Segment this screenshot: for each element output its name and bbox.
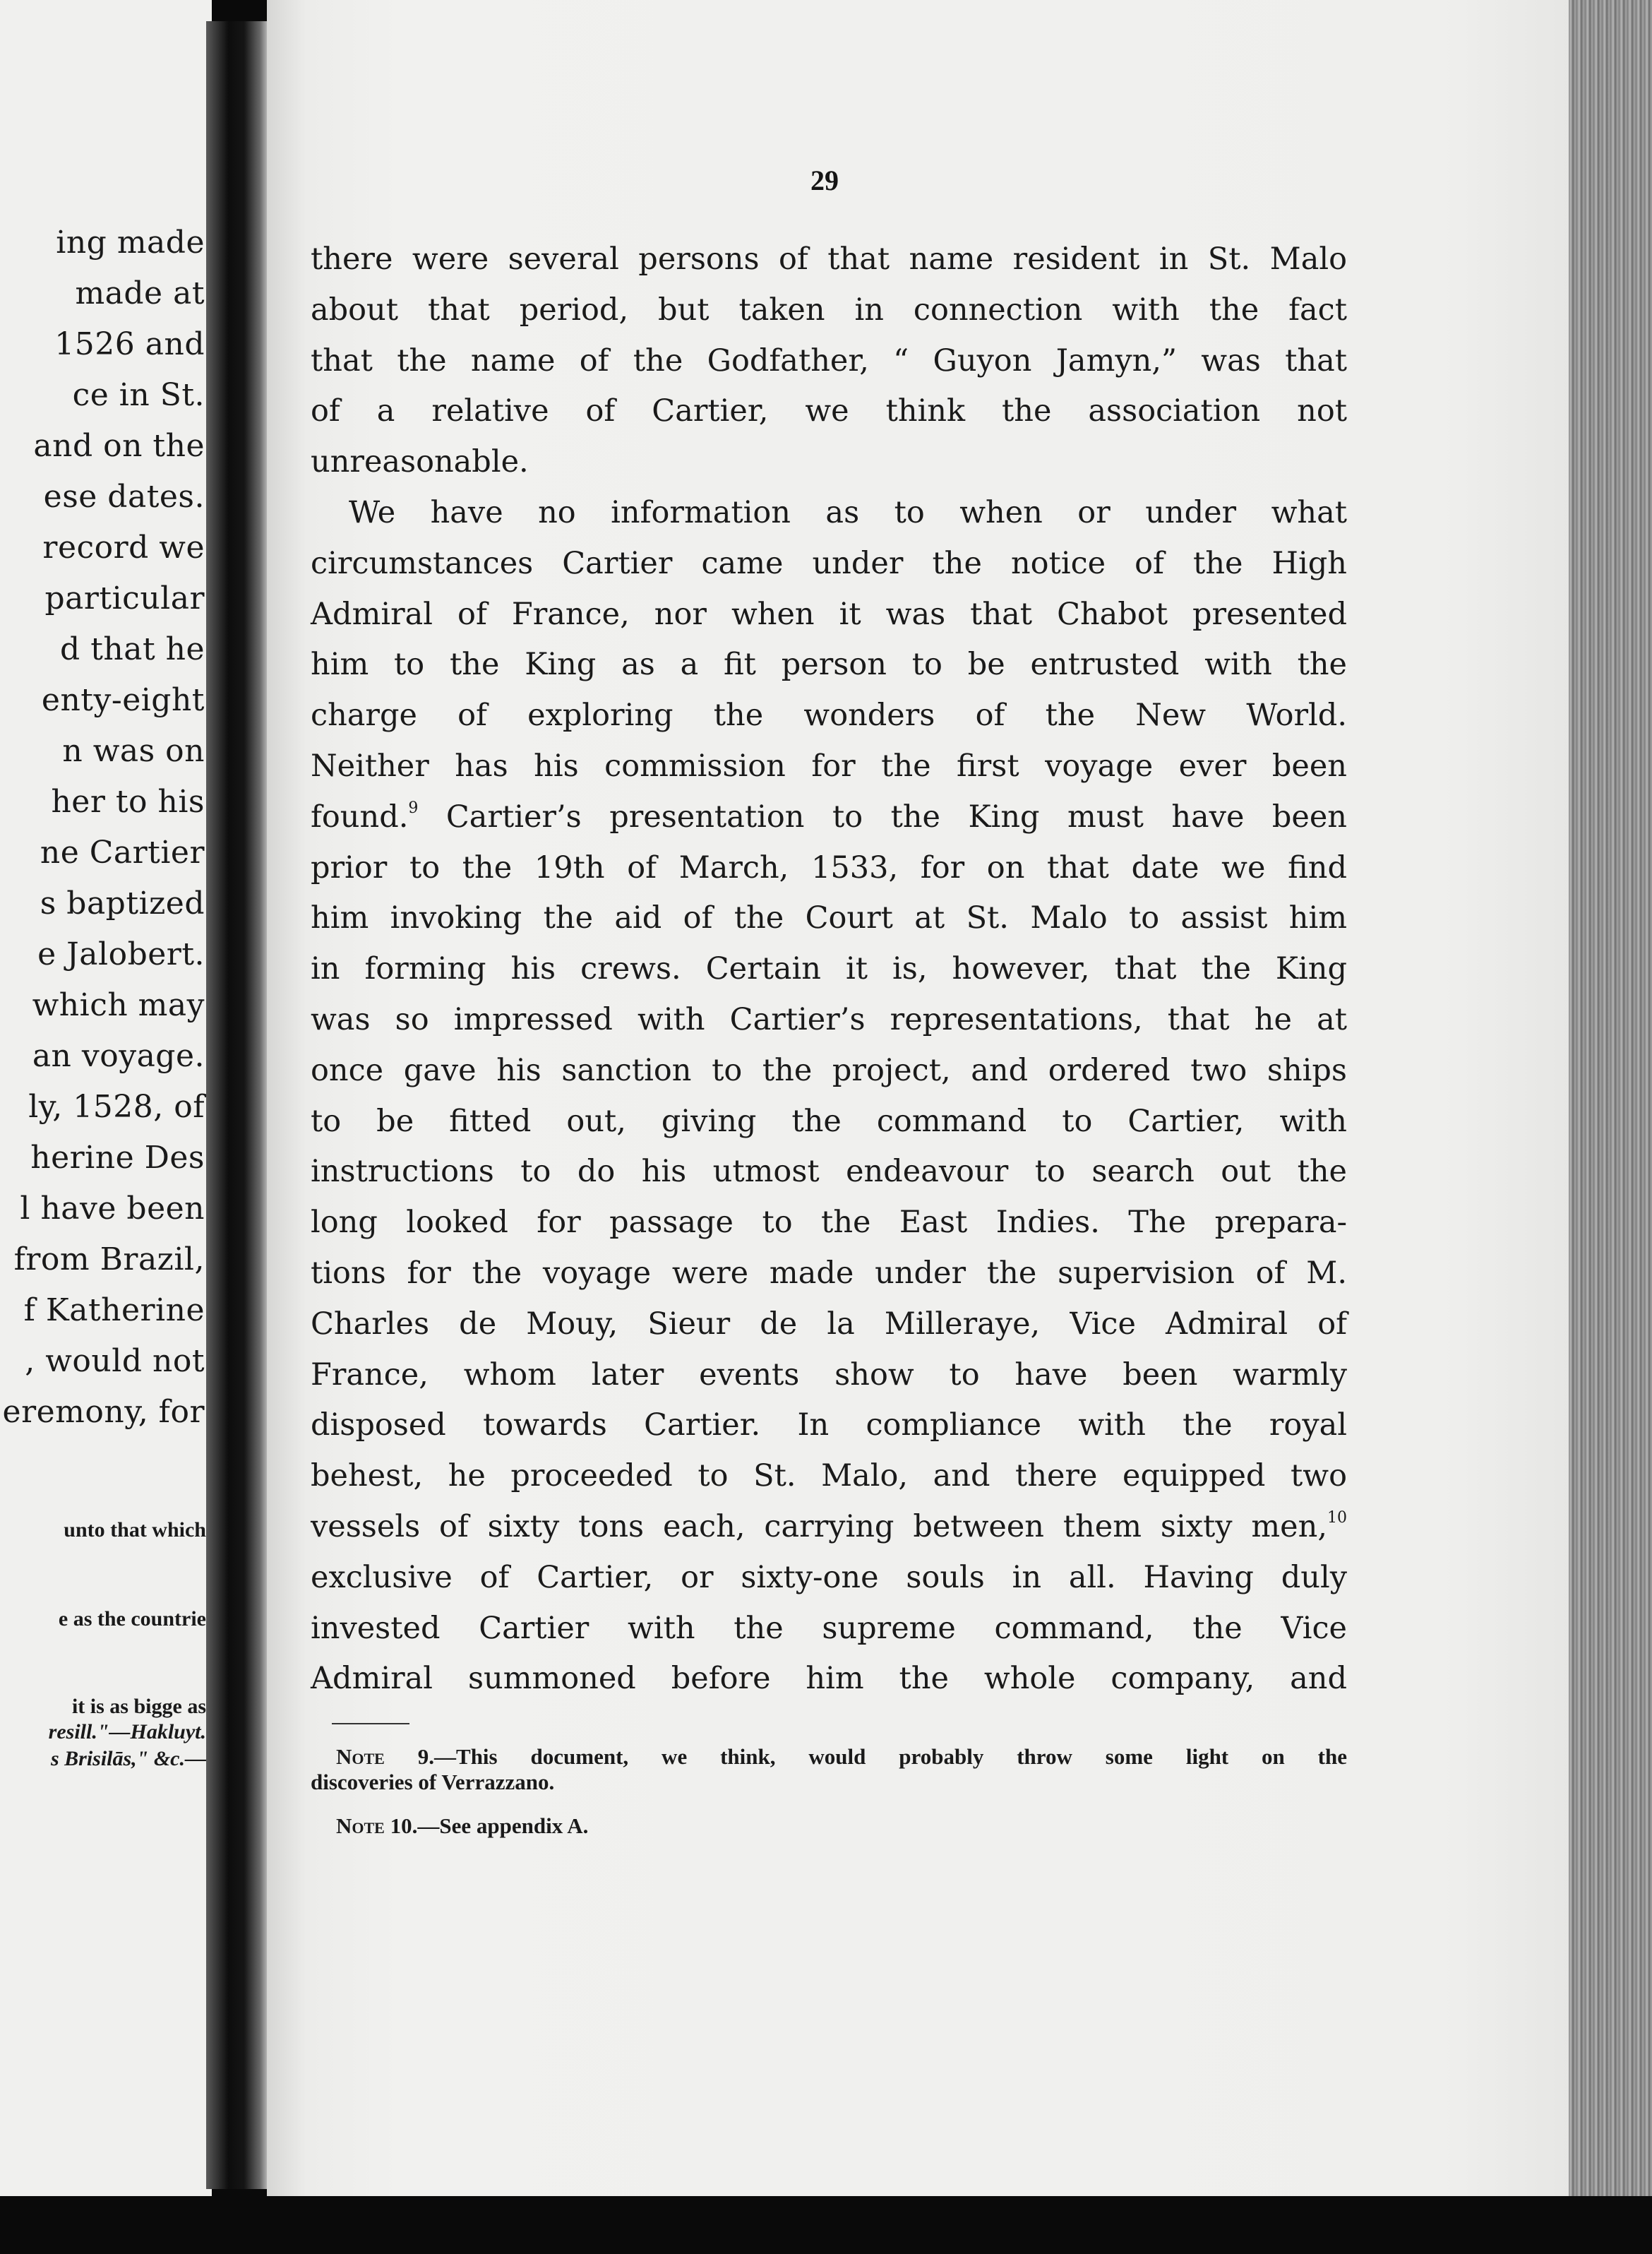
left-page-line: ly, 1528, of	[28, 1089, 205, 1125]
left-page-line: ne Cartier	[40, 835, 205, 871]
left-page-footnote: s Brisilās," &c.—	[50, 1747, 206, 1770]
body-line: invested Cartier with the supreme command, the Vice	[311, 1610, 1347, 1646]
body-line: of a relative of Cartier, we think the association not	[311, 393, 1347, 429]
left-page-line: l have been	[20, 1191, 205, 1227]
left-page-line: ing made	[56, 225, 205, 261]
body-line: We have no information as to when or under what	[349, 494, 1347, 530]
left-page-line: eremony, for	[2, 1394, 205, 1430]
body-line: him to the King as a fit person to be entrusted with the	[311, 647, 1347, 683]
left-page-footnote: e as the countrie	[58, 1607, 206, 1630]
body-line: that the name of the Godfather, “ Guyon Jamyn,” was that	[311, 342, 1347, 378]
body-line: circumstances Cartier came under the notice of the High	[311, 545, 1347, 581]
body-line-part: vessels of sixty tons each, carrying between them sixty men,	[311, 1508, 1327, 1544]
left-page-line: made at	[75, 275, 205, 311]
body-line: long looked for passage to the East Indies. The prepara-	[311, 1205, 1347, 1241]
scan-bottom-edge	[0, 2196, 1652, 2254]
page-number: 29	[810, 165, 839, 196]
left-page-line: , would not	[25, 1343, 205, 1379]
left-page-line: from Brazil,	[13, 1241, 205, 1277]
body-line: Admiral of France, nor when it was that Chabot presented	[311, 596, 1347, 632]
footnote-10-text: —See appendix A.	[417, 1813, 589, 1838]
body-line: unreasonable.	[311, 444, 529, 480]
body-line: behest, he proceeded to St. Malo, and there equipped two	[311, 1458, 1347, 1494]
book-gutter-shadow	[206, 21, 270, 2189]
left-page-line: record we	[42, 530, 205, 566]
footnote-9	[311, 1744, 1347, 1770]
body-line: once gave his sanction to the project, and ordered two ships	[311, 1052, 1347, 1088]
left-page-line: enty-eight	[41, 682, 205, 718]
body-line: Admiral summoned before him the whole company, and	[311, 1661, 1347, 1697]
body-line-part: found.	[311, 799, 409, 835]
body-line: to be fitted out, giving the command to Cartier, with	[311, 1103, 1347, 1139]
left-page-line: herine Des	[30, 1140, 205, 1176]
body-line: exclusive of Cartier, or sixty-one souls in all. Having duly	[311, 1559, 1347, 1595]
body-line: disposed towards Cartier. In compliance with the royal	[311, 1407, 1347, 1443]
left-page-line: particular	[44, 580, 205, 616]
left-page-footnote: unto that which	[64, 1518, 206, 1542]
body-line: Neither has his commission for the first voyage ever been	[311, 748, 1347, 784]
left-page-line: ese dates.	[43, 479, 205, 515]
body-line-with-note-9	[311, 792, 1347, 843]
left-page-line: f Katherine	[23, 1292, 205, 1328]
body-line: Charles de Mouy, Sieur de la Milleraye, Vice Admiral of	[311, 1306, 1347, 1342]
left-page-line: her to his	[51, 784, 205, 820]
footnote-10-label: Note 10.	[336, 1813, 418, 1838]
body-text	[311, 234, 1347, 1705]
left-page-line: ce in St.	[72, 377, 205, 413]
body-line: France, whom later events show to have been warmly	[311, 1356, 1347, 1393]
left-page-line: s baptized	[40, 886, 205, 922]
body-line-with-note-10	[311, 1502, 1347, 1553]
body-line: tions for the voyage were made under the supervision of M.	[311, 1255, 1347, 1291]
footnote-9-label: Note 9.	[336, 1744, 435, 1769]
left-page-line: 1526 and	[54, 326, 205, 362]
body-line: was so impressed with Cartier’s representations, that he at	[311, 1001, 1347, 1037]
body-line: about that period, but taken in connection with the fact	[311, 292, 1347, 328]
left-page-line: d that he	[60, 631, 205, 667]
left-page-line: e Jalobert.	[37, 936, 205, 972]
left-page-line: n was on	[62, 733, 205, 769]
note-10-reference: 10	[1327, 1508, 1347, 1527]
page-edges	[1569, 0, 1652, 2203]
footnote-9-text: —This document, we think, would probably throw some light on the	[434, 1744, 1348, 1769]
left-page-fragment	[0, 0, 212, 2203]
footnote-10	[311, 1813, 1347, 1839]
left-page-footnote: it is as bigge as	[71, 1695, 206, 1718]
body-line-part: Cartier’s presentation to the King must have been	[418, 799, 1347, 835]
footnote-separator	[332, 1723, 409, 1724]
body-line: instructions to do his utmost endeavour to search out the	[311, 1154, 1347, 1190]
left-page-line: which may	[32, 987, 205, 1023]
body-line: him invoking the aid of the Court at St. Malo to assist him	[311, 900, 1347, 936]
body-line: there were several persons of that name resident in St. Malo	[311, 242, 1347, 277]
body-line: in forming his crews. Certain it is, however, that the King	[311, 951, 1347, 987]
footnotes	[311, 1744, 1347, 1839]
left-page-line: and on the	[33, 428, 205, 464]
left-page-line: an voyage.	[32, 1038, 205, 1074]
left-page-footnote: resill."—Hakluyt.	[48, 1720, 206, 1743]
note-9-reference: 9	[408, 799, 419, 817]
body-line: charge of exploring the wonders of the New World.	[311, 698, 1347, 734]
footnote-9-continuation: discoveries of Verrazzano.	[311, 1770, 555, 1794]
body-line: prior to the 19th of March, 1533, for on that date we find	[311, 849, 1347, 886]
